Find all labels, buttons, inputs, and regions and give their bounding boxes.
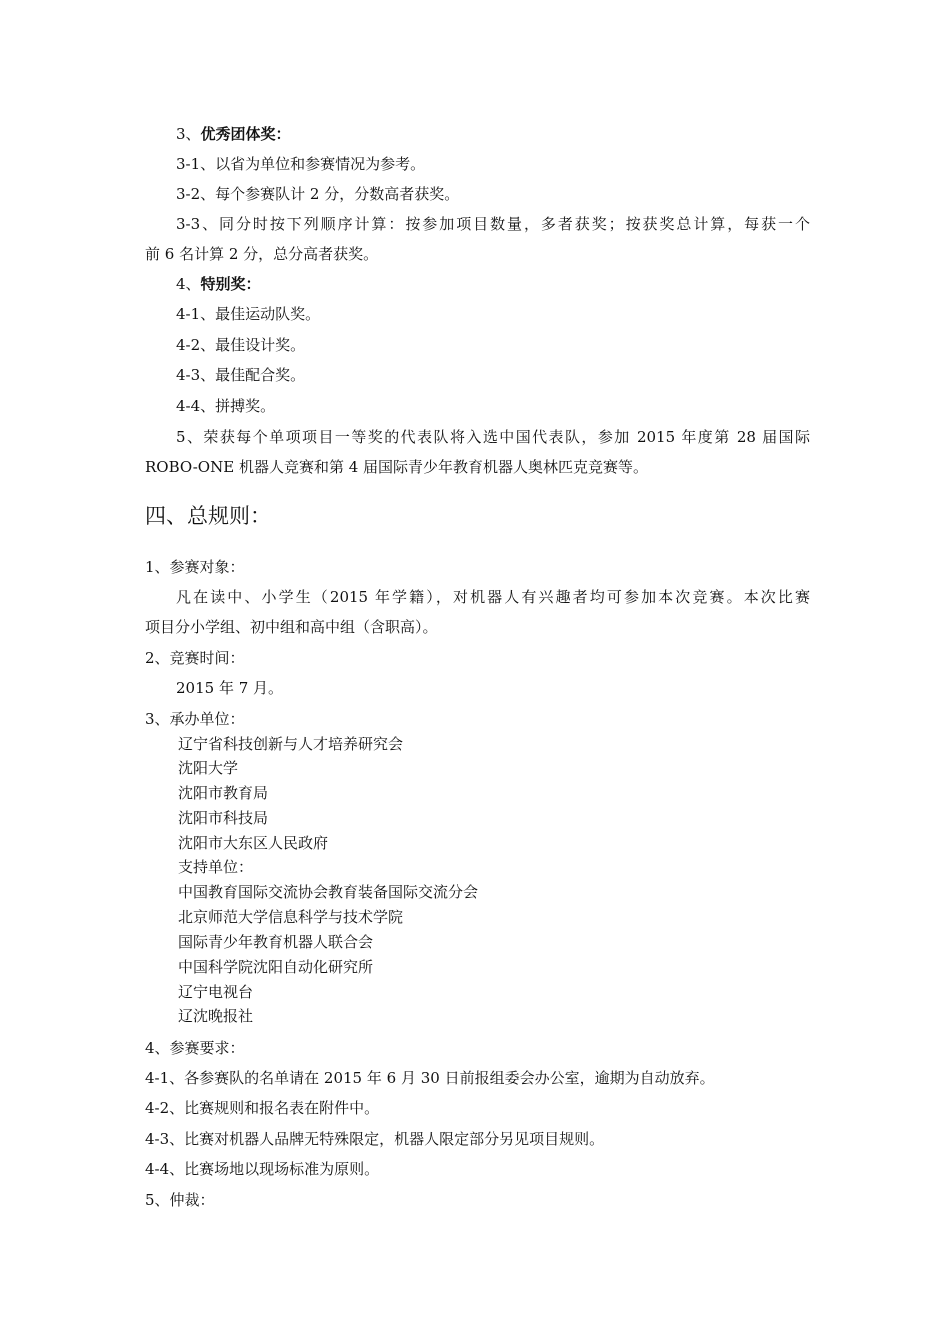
supporter-item: 国际青少年教育机器人联合会	[178, 933, 374, 951]
time-text: 2015 年 7 月。	[176, 679, 284, 697]
team-award-num: 3、	[176, 125, 201, 143]
arbitration-label: 5、仲裁：	[145, 1191, 215, 1209]
supporter-item: 辽沈晚报社	[178, 1007, 254, 1025]
supporter-item: 中国教育国际交流协会教育装备国际交流分会	[178, 883, 479, 901]
organizer-item: 辽宁省科技创新与人才培养研究会	[178, 735, 404, 753]
team-award-item-continued: 前 6 名计算 2 分，总分高者获奖。	[145, 245, 379, 263]
team-award-item: 3-2、每个参赛队计 2 分，分数高者获奖。	[176, 185, 460, 203]
section-heading: 四、总规则：	[145, 504, 271, 528]
organizer-item: 沈阳大学	[178, 759, 239, 777]
participants-text-continued: 项目分小学组、初中组和高中组（含职高）。	[145, 618, 438, 636]
supporter-item: 中国科学院沈阳自动化研究所	[178, 958, 374, 976]
supporters-label: 支持单位：	[178, 858, 254, 876]
special-award-item: 4-1、最佳运动队奖。	[176, 305, 321, 323]
organizer-item: 沈阳市科技局	[178, 809, 269, 827]
time-label: 2、竞赛时间：	[145, 649, 245, 667]
requirements-label: 4、参赛要求：	[145, 1039, 245, 1057]
supporter-item: 辽宁电视台	[178, 983, 254, 1001]
organizer-item: 沈阳市教育局	[178, 784, 269, 802]
supporter-item: 北京师范大学信息科学与技术学院	[178, 908, 404, 926]
special-award-heading	[176, 274, 810, 294]
team-award-item: 3-1、以省为单位和参赛情况为参考。	[176, 155, 426, 173]
team-award-title: 优秀团体奖：	[200, 125, 291, 143]
requirement-item: 4-4、比赛场地以现场标准为原则。	[145, 1160, 380, 1178]
item5-line: ROBO-ONE 机器人竞赛和第 4 届国际青少年教育机器人奥林匹克竞赛等。	[145, 458, 649, 476]
participants-label: 1、参赛对象：	[145, 558, 245, 576]
special-award-item: 4-4、拼搏奖。	[176, 397, 276, 415]
requirement-item: 4-2、比赛规则和报名表在附件中。	[145, 1099, 380, 1117]
requirement-item: 4-1、各参赛队的名单请在 2015 年 6 月 30 日前报组委会办公室，逾期为自动放弃。	[145, 1069, 715, 1087]
special-award-item: 4-3、最佳配合奖。	[176, 366, 306, 384]
team-award-heading	[176, 124, 810, 144]
organizers-label: 3、承办单位：	[145, 710, 245, 728]
special-award-title: 特别奖：	[200, 275, 261, 293]
special-award-num: 4、	[176, 275, 201, 293]
team-award-item: 3-3、同分时按下列顺序计算：按参加项目数量，多者获奖；按获奖总计算，每获一个	[176, 215, 810, 233]
requirement-item: 4-3、比赛对机器人品牌无特殊限定，机器人限定部分另见项目规则。	[145, 1130, 605, 1148]
item5-line: 5、荣获每个单项项目一等奖的代表队将入选中国代表队，参加 2015 年度第 28 届国际	[176, 428, 810, 446]
special-award-item: 4-2、最佳设计奖。	[176, 336, 306, 354]
organizer-item: 沈阳市大东区人民政府	[178, 834, 329, 852]
participants-text: 凡在读中、小学生（2015 年学籍），对机器人有兴趣者均可参加本次竞赛。本次比赛	[176, 588, 810, 606]
